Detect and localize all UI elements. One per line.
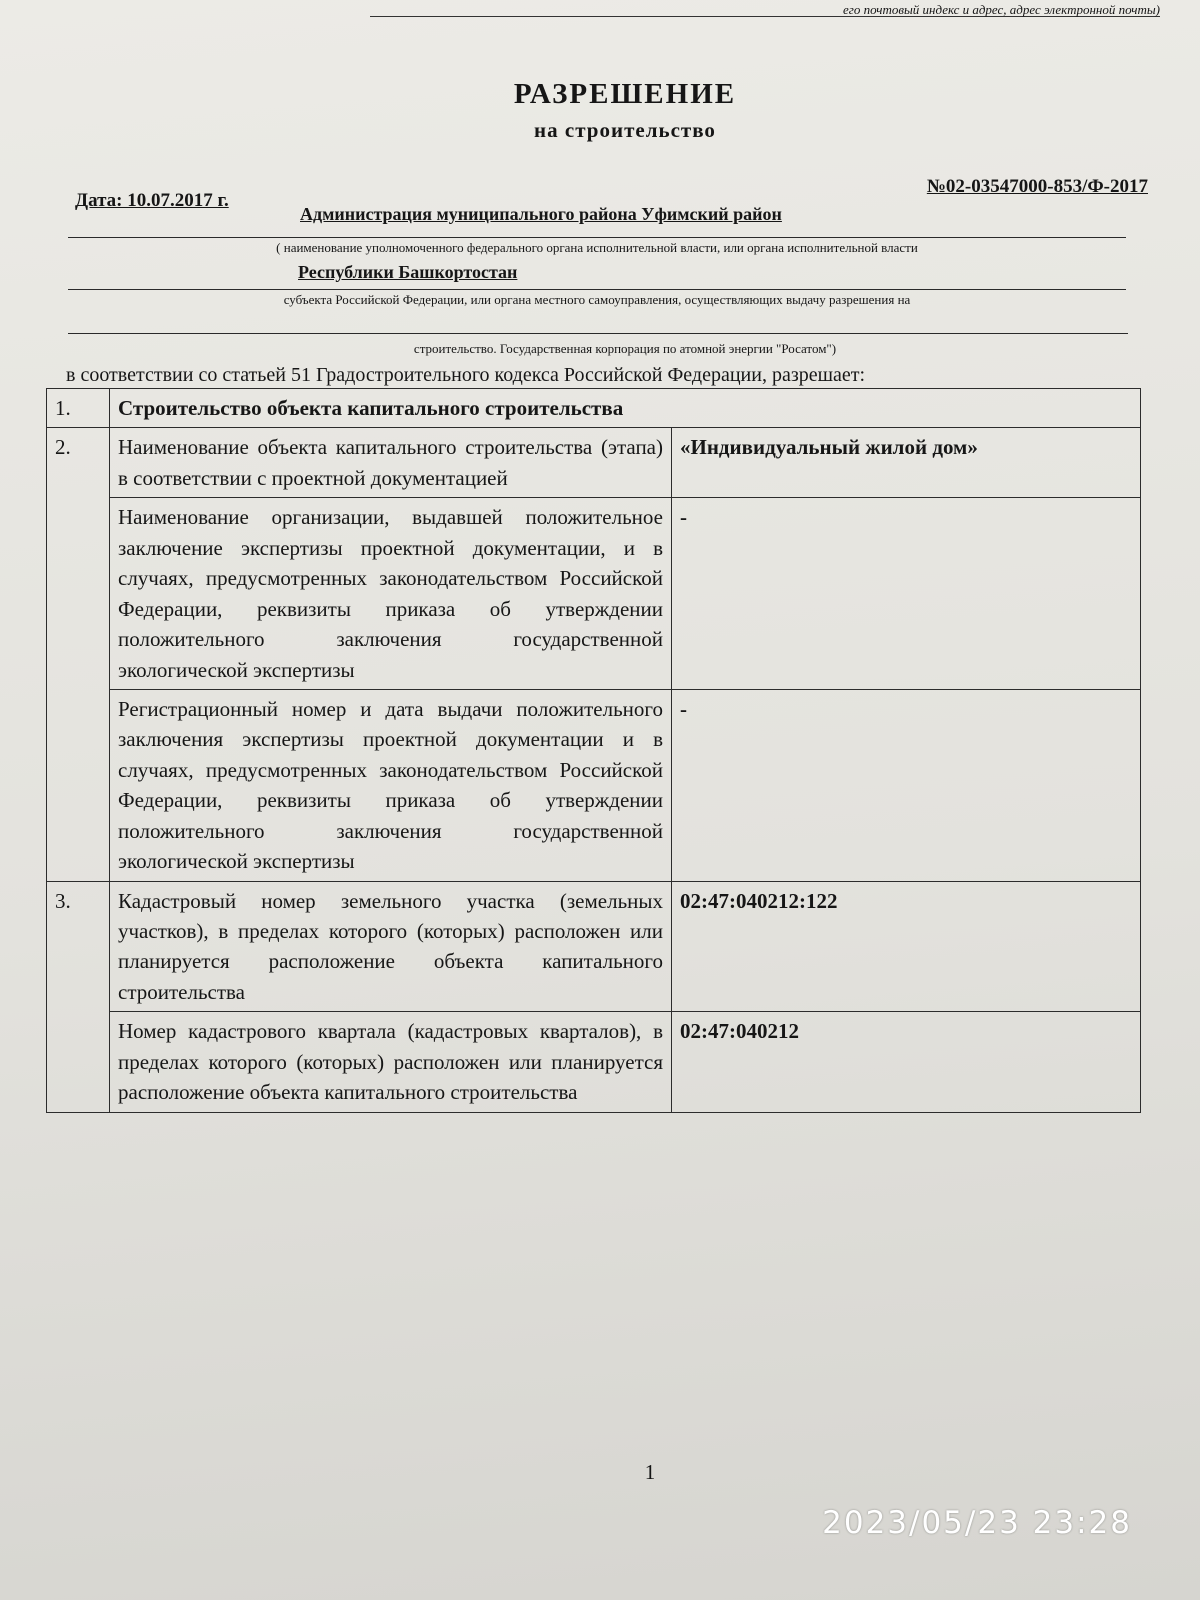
statute-text: в соответствии со статьей 51 Градостроительного кодекса Российской Федерации, разрешает: — [66, 364, 866, 386]
row-value: - — [672, 689, 1141, 881]
row-number: 1. — [47, 389, 110, 428]
authority-rule-1 — [68, 237, 1126, 238]
table-row — [47, 428, 1141, 498]
document-title: РАЗРЕШЕНИЕ — [513, 78, 737, 110]
document-subtitle: на строительство — [534, 118, 716, 142]
row-number: 2. — [47, 428, 110, 881]
authority-caption-2: субъекта Российской Федерации, или органа местного самоуправления, осуществляющих выдачу разрешения на — [283, 292, 911, 307]
issue-date: Дата: 10.07.2017 г. — [75, 190, 229, 211]
table-row — [47, 389, 1141, 428]
authority-rule-3 — [68, 333, 1128, 334]
row-number: 3. — [47, 881, 110, 1112]
permit-table — [46, 388, 1141, 1113]
authority-caption-1: ( наименование уполномоченного федерального органа исполнительной власти, или органа исполнительной власти — [276, 240, 918, 255]
row-label: Номер кадастрового квартала (кадастровых кварталов), в пределах которого (которых) расположен или планируется расположение объекта капитального строительства — [110, 1012, 672, 1112]
authority-name-line1: Администрация муниципального района Уфимский район — [300, 204, 782, 224]
table-row — [47, 881, 1141, 1012]
row-label: Наименование организации, выдавшей положительное заключение экспертизы проектной документации, и в случаях, предусмотренных законодательством Российской Федерации, реквизиты приказа об утверждении положительного заключения государственной экологической экспертизы — [110, 498, 672, 690]
permit-number: №02-03547000-853/Ф-2017 — [926, 176, 1148, 197]
row-value: 02:47:040212 — [672, 1012, 1141, 1112]
address-caption: его почтовый индекс и адрес, адрес электронной почты) — [843, 2, 1160, 17]
photo-timestamp: 2023/05/23 23:28 — [822, 1505, 1132, 1541]
page-number: 1 — [644, 1460, 656, 1484]
table-row — [47, 689, 1141, 881]
authority-rule-2 — [68, 289, 1126, 290]
row-label: Регистрационный номер и дата выдачи положительного заключения экспертизы проектной документации и в случаях, предусмотренных законодательством Российской Федерации, реквизиты приказа об утверждении положительного заключения государственной экологической экспертизы — [110, 689, 672, 881]
row-label: Строительство объекта капитального строительства — [110, 389, 1141, 428]
authority-name-line2: Республики Башкортостан — [298, 262, 518, 282]
row-label: Кадастровый номер земельного участка (земельных участков), в пределах которого (которых) расположен или планируется расположение объекта капитального строительства — [110, 881, 672, 1012]
row-value: 02:47:040212:122 — [672, 881, 1141, 1012]
table-row — [47, 498, 1141, 690]
row-value: «Индивидуальный жилой дом» — [672, 428, 1141, 498]
table-row — [47, 1012, 1141, 1112]
authority-caption-3: строительство. Государственная корпорация по атомной энергии "Росатом") — [413, 341, 837, 356]
row-label: Наименование объекта капитального строительства (этапа) в соответствии с проектной документацией — [110, 428, 672, 498]
row-value: - — [672, 498, 1141, 690]
